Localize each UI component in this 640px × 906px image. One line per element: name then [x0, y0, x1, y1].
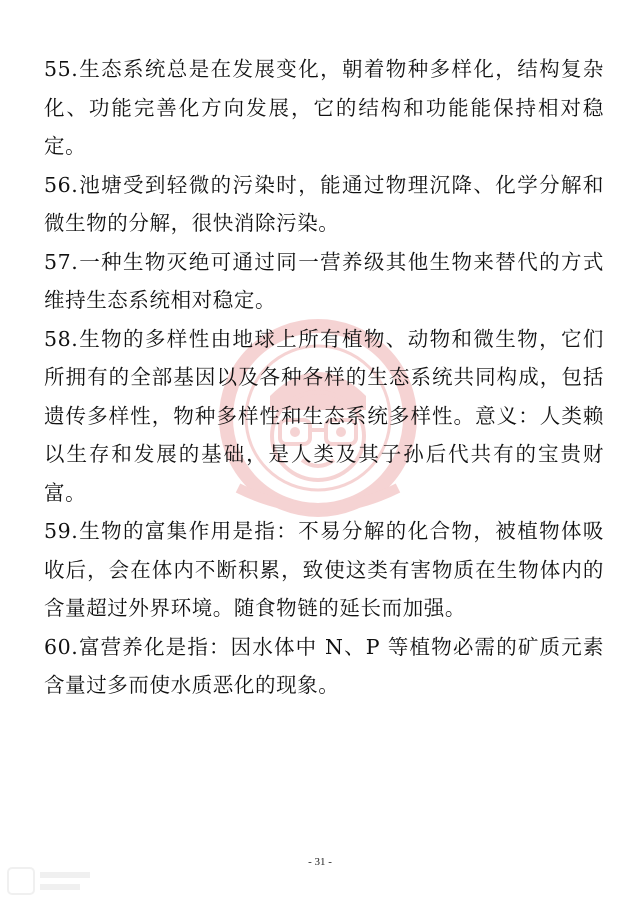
item-58: 58.生物的多样性由地球上所有植物、动物和微生物，它们所拥有的全部基因以及各种各样的生态系统共同构成，包括遗传多样性，物种多样性和生态系统多样性。意义：人类赖以生存和发展的基础，是人类及其子孙后代共有的宝贵财富。	[44, 326, 604, 505]
item-57: 57.一种生物灭绝可通过同一营养级其他生物来替代的方式维持生态系统相对稳定。	[44, 249, 604, 312]
item-60: 60.富营养化是指：因水体中 N、P 等植物必需的矿质元素含量过多而使水质恶化的现象。	[44, 634, 604, 697]
document-body	[44, 50, 604, 705]
item-55: 55.生态系统总是在发展变化，朝着物种多样化，结构复杂化、功能完善化方向发展，它的结构和功能能保持相对稳定。	[44, 57, 604, 158]
item-56: 56.池塘受到轻微的污染时，能通过物理沉降、化学分解和微生物的分解，很快消除污染。	[44, 172, 604, 235]
page-number: - 31 -	[308, 856, 332, 868]
corner-watermark-icon	[6, 862, 96, 900]
item-59: 59.生物的富集作用是指：不易分解的化合物，被植物体吸收后，会在体内不断积累，致使这类有害物质在生物体内的含量超过外界环境。随食物链的延长而加强。	[44, 519, 604, 620]
